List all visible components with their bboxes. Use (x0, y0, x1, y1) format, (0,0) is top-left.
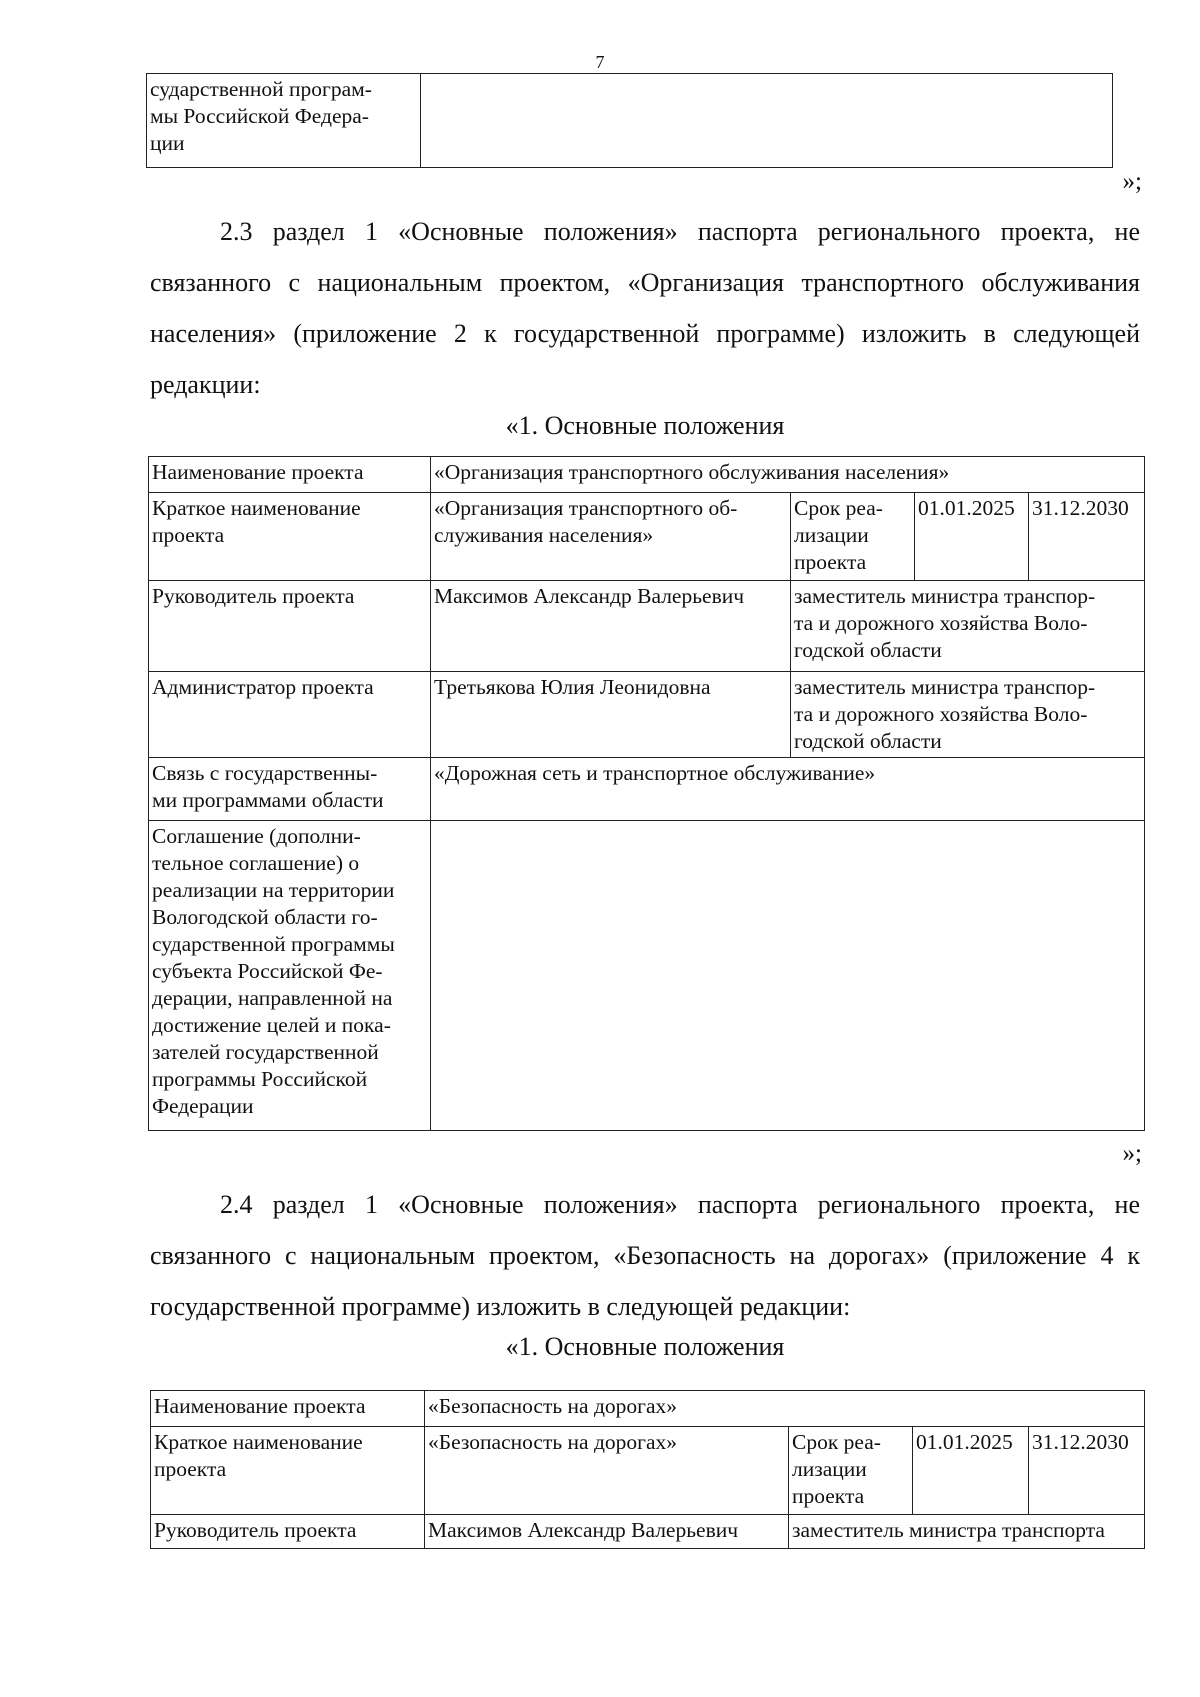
admin-position: заместитель министра транспор- та и дорожного хозяйства Воло- годской области (791, 672, 1145, 758)
head-label: Руководитель проекта (151, 1515, 425, 1549)
project-table-transport (148, 456, 1145, 1131)
continuation-value (421, 74, 1113, 168)
short-name-label: Краткое наименование проекта (149, 493, 431, 581)
admin-label: Администратор проекта (149, 672, 431, 758)
section-2-3-heading: «1. Основные положения (505, 411, 785, 440)
section-2-4-heading: «1. Основные положения (505, 1332, 785, 1361)
program-link-label: Связь с государственны- ми программами области (149, 758, 431, 821)
short-name-value: «Безопасность на дорогах» (425, 1427, 789, 1515)
start-date: 01.01.2025 (915, 493, 1029, 581)
section-2-3-text: 2.3 раздел 1 «Основные положения» паспорта регионального проекта, не связанного с национальным проектом, «Организация транспортного обслуживания населения» (приложение 2 к государственной программе) изложить в следующей редакции: (150, 217, 1140, 399)
term-label: Срок реа- лизации проекта (789, 1427, 913, 1515)
head-name: Максимов Александр Валерьевич (425, 1515, 789, 1549)
name-label: Наименование проекта (151, 1391, 425, 1427)
name-value: «Организация транспортного обслуживания населения» (431, 457, 1145, 493)
short-name-value: «Организация транспортного об- служивания населения» (431, 493, 791, 581)
agreement-label: Соглашение (дополни- тельное соглашение) о реализации на территории Вологодской области го- сударственной программы субъекта Российской Фе- дерации, направленной на достижение целей и пока- зателей государственной программы Российской Федерации (149, 821, 431, 1131)
head-position: заместитель министра транспорта (789, 1515, 1145, 1549)
head-label: Руководитель проекта (149, 581, 431, 672)
agreement-value (431, 821, 1145, 1131)
short-name-label: Краткое наименование проекта (151, 1427, 425, 1515)
term-label: Срок реа- лизации проекта (791, 493, 915, 581)
section-2-4-text: 2.4 раздел 1 «Основные положения» паспорта регионального проекта, не связанного с национальным проектом, «Безопасность на дорогах» (приложение 4 к государственной программе) изложить в следующей редакции: (150, 1190, 1140, 1321)
closing-quote: »; (1122, 1140, 1142, 1167)
head-position: заместитель министра транспор- та и дорожного хозяйства Воло- годской области (791, 581, 1145, 672)
end-date: 31.12.2030 (1029, 1427, 1145, 1515)
page-number: 7 (595, 52, 605, 72)
project-table-road-safety (150, 1390, 1145, 1549)
admin-name: Третьякова Юлия Леонидовна (431, 672, 791, 758)
program-link-value: «Дорожная сеть и транспортное обслуживание» (431, 758, 1145, 821)
head-name: Максимов Александр Валерьевич (431, 581, 791, 672)
continuation-label: сударственной програм- мы Российской Федера- ции (147, 74, 421, 168)
continuation-table (146, 73, 1113, 168)
name-value: «Безопасность на дорогах» (425, 1391, 1145, 1427)
end-date: 31.12.2030 (1029, 493, 1145, 581)
closing-quote: »; (1122, 168, 1142, 195)
start-date: 01.01.2025 (913, 1427, 1029, 1515)
name-label: Наименование проекта (149, 457, 431, 493)
